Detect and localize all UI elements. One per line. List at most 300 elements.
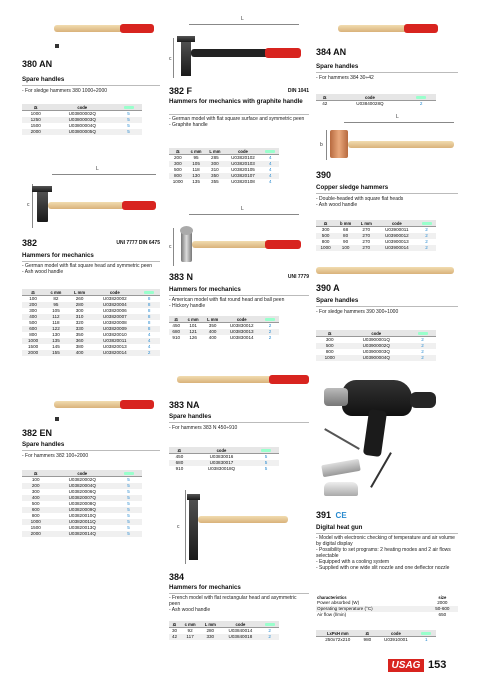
table-cell: 80 bbox=[335, 233, 356, 239]
weight-header: ⚖ bbox=[169, 621, 180, 628]
table-cell: 1000 bbox=[316, 245, 335, 251]
feature-item: - For sledge hammers 380 1000÷2000 bbox=[22, 88, 108, 94]
code-header: code bbox=[224, 148, 261, 155]
table-cell: 82 bbox=[53, 296, 59, 301]
table-cell: 100 bbox=[31, 477, 40, 482]
table-cell: 270 bbox=[356, 245, 377, 251]
standard-383n: UNI 7779 bbox=[287, 274, 309, 280]
table-cell: 5 bbox=[115, 117, 142, 123]
table-cell: 5 bbox=[264, 466, 268, 471]
dimension-l-label: L bbox=[241, 206, 244, 212]
table-cell: 1 bbox=[425, 637, 428, 642]
table-cell: 400 bbox=[203, 329, 223, 335]
table-cell: 200 bbox=[174, 155, 182, 160]
product-code-382en: 382 EN bbox=[22, 428, 53, 438]
table-cell: U03820009Q bbox=[49, 507, 115, 513]
dimension-c-label: c bbox=[169, 244, 172, 250]
table-cell: 5 bbox=[127, 501, 130, 506]
dimensions-header: LxPxH mm bbox=[316, 630, 360, 637]
table-cell: U03820006 bbox=[102, 308, 127, 313]
table-cell: U03800004Q bbox=[68, 123, 96, 128]
product-title-391: Digital heat gun bbox=[316, 524, 363, 531]
standard-382f: DIN 1041 bbox=[287, 88, 309, 94]
table-cell: 100 bbox=[29, 296, 37, 301]
wedge-icon bbox=[55, 44, 59, 48]
feature-item: - Graphite handle bbox=[169, 122, 208, 128]
table-cell: U03900014 bbox=[377, 245, 418, 251]
table-cell: 2000 bbox=[22, 129, 49, 135]
table-cell: U03820013 bbox=[102, 344, 127, 349]
feature-list-382en bbox=[22, 453, 160, 459]
feature-item: - Equipped with a cooling system bbox=[316, 559, 390, 565]
feature-list-390a bbox=[316, 309, 458, 315]
feature-item: - French model with flat rectangular head and asymmetric peen bbox=[169, 595, 297, 607]
page-number: 153 bbox=[428, 659, 447, 671]
table-cell: 400 bbox=[22, 495, 49, 501]
c-header: c mm bbox=[180, 621, 200, 628]
table-cell: 4 bbox=[269, 179, 272, 184]
weight-header: ⚖ bbox=[22, 289, 44, 296]
feature-item: - Double-headed with square flat heads bbox=[316, 196, 404, 202]
table-cell: 360 bbox=[68, 338, 92, 344]
table-cell: 135 bbox=[44, 338, 68, 344]
table-row bbox=[22, 350, 160, 356]
table-cell: 1000 bbox=[30, 111, 41, 116]
table-cell: 450 bbox=[175, 454, 184, 459]
table-cell: 310 bbox=[68, 314, 92, 320]
table-cell: 270 bbox=[362, 239, 371, 244]
table-cell: 600 bbox=[22, 507, 49, 513]
divider bbox=[316, 533, 458, 534]
table-row bbox=[169, 335, 279, 341]
table-cell: U03840014 bbox=[228, 628, 253, 633]
spare-handle-image bbox=[54, 398, 154, 412]
l-header: L mm bbox=[203, 316, 223, 323]
divider bbox=[22, 261, 160, 262]
code-header: code bbox=[375, 630, 417, 637]
product-title-382en: Spare handles bbox=[22, 441, 65, 448]
product-code-384: 384 bbox=[169, 572, 185, 582]
table-cell: 30 bbox=[171, 628, 178, 633]
table-cell: 400 bbox=[22, 314, 44, 320]
table-cell: 5 bbox=[115, 519, 142, 525]
l-header: L mm bbox=[356, 220, 377, 227]
product-title-382f: Hammers for mechanics with graphite handle bbox=[169, 98, 303, 105]
code-header: code bbox=[49, 470, 115, 477]
table-cell: 400 bbox=[208, 335, 217, 340]
table-cell: 5 bbox=[127, 477, 130, 482]
table-cell: 2 bbox=[268, 628, 271, 633]
table-cell: 800 bbox=[169, 173, 187, 179]
copper-hammer-390-image bbox=[316, 114, 458, 170]
divider bbox=[316, 72, 458, 73]
table-cell: U03820102 bbox=[231, 155, 255, 160]
table-cell: 200 bbox=[22, 483, 49, 489]
c-header: c mm bbox=[44, 289, 68, 296]
table-cell: U03820004Q bbox=[49, 483, 115, 489]
divider bbox=[22, 85, 160, 86]
weight-header: ⚖ bbox=[169, 447, 190, 454]
table-row bbox=[169, 634, 279, 640]
table-cell: 300 bbox=[325, 337, 334, 342]
table-cell: 650 bbox=[438, 612, 447, 617]
table-cell: 260 bbox=[75, 296, 84, 301]
feature-list-391 bbox=[316, 535, 458, 571]
divider bbox=[169, 114, 309, 115]
table-cell: 100 bbox=[335, 245, 356, 251]
table-cell: 4 bbox=[262, 161, 279, 167]
spare-handle-image bbox=[177, 373, 309, 387]
table-row bbox=[316, 101, 436, 108]
code-header: code bbox=[334, 94, 407, 101]
table-cell: 1000 bbox=[172, 179, 183, 184]
table-cell: 4 bbox=[269, 155, 272, 160]
table-cell: 200 bbox=[22, 302, 44, 308]
table-cell: U03820007 bbox=[91, 314, 138, 320]
table-cell: 122 bbox=[44, 326, 68, 332]
table-cell: 1250 bbox=[22, 117, 49, 123]
table-cell: Operating temperature (°C) bbox=[316, 606, 427, 612]
divider bbox=[316, 193, 458, 194]
table-cell: 90 bbox=[343, 239, 349, 244]
b-header: b mm bbox=[335, 220, 356, 227]
table-cell: 118 bbox=[52, 320, 60, 325]
table-cell: U03820009 bbox=[91, 326, 138, 332]
table-cell: 300 bbox=[169, 161, 187, 167]
table-cell: 310 bbox=[211, 167, 219, 172]
code-header: code bbox=[222, 316, 261, 323]
product-code-383n: 383 N bbox=[169, 272, 194, 282]
dimension-c-label: c bbox=[177, 524, 180, 530]
table-cell: 500 bbox=[316, 343, 343, 349]
table-cell: 280 bbox=[206, 628, 215, 633]
table-cell: 500 bbox=[316, 233, 335, 239]
feature-item: - Ash wood handle bbox=[169, 607, 211, 613]
table-row bbox=[22, 531, 142, 537]
table-row bbox=[316, 637, 436, 644]
table-cell: 105 bbox=[187, 161, 206, 167]
code-header: code bbox=[220, 621, 260, 628]
code-header: code bbox=[49, 104, 115, 111]
weight-header: ⚖ bbox=[22, 470, 49, 477]
table-cell: U03830016 bbox=[209, 454, 234, 459]
table-cell: 5 bbox=[115, 483, 142, 489]
table-row bbox=[316, 612, 458, 618]
table-382en bbox=[22, 470, 142, 537]
product-title-390: Copper sledge hammers bbox=[316, 184, 389, 191]
table-cell: 5 bbox=[264, 454, 268, 459]
code-header: code bbox=[190, 447, 253, 454]
table-cell: U03820006Q bbox=[68, 489, 96, 494]
table-cell: 95 bbox=[193, 155, 199, 160]
table-row bbox=[316, 355, 436, 361]
table-382 bbox=[22, 289, 160, 356]
table-cell: 500 bbox=[174, 167, 182, 172]
product-title-383na: Spare handles bbox=[169, 413, 212, 420]
table-cell: 5 bbox=[253, 460, 279, 466]
table-cell: 350 bbox=[208, 323, 217, 328]
table-cell: 92 bbox=[187, 628, 193, 633]
feature-item: - For hammers 383 N 450÷910 bbox=[169, 425, 238, 431]
table-cell: 5 bbox=[127, 489, 130, 494]
table-cell: 2 bbox=[425, 227, 428, 232]
feature-item: - American model with flat round head and ball peen bbox=[169, 297, 285, 303]
product-title-380an: Spare handles bbox=[22, 76, 65, 83]
table-cell: 285 bbox=[211, 155, 219, 160]
product-code-382f: 382 F bbox=[169, 86, 193, 96]
table-cell: U03820002 bbox=[102, 296, 127, 301]
feature-item: - For sledge hammers 390 300÷1000 bbox=[316, 309, 399, 315]
table-cell: U03900003Q bbox=[362, 349, 390, 354]
spare-handle-image bbox=[338, 22, 438, 36]
table-cell: 800 bbox=[31, 513, 40, 518]
table-cell: U03840018 bbox=[220, 634, 260, 640]
table-cell: 130 bbox=[52, 332, 60, 337]
table-cell: U03900001Q bbox=[362, 337, 390, 342]
table-cell: 5 bbox=[127, 111, 130, 116]
table-cell: U03820011 bbox=[91, 338, 138, 344]
feature-item: - For hammers 382 100÷2000 bbox=[22, 453, 89, 459]
weight-header: ⚖ bbox=[316, 220, 335, 227]
table-cell: U03840028Q bbox=[356, 101, 384, 106]
product-code-383na: 383 NA bbox=[169, 400, 200, 410]
table-cell: 8 bbox=[147, 308, 151, 313]
table-cell: 8 bbox=[138, 314, 160, 320]
table-cell: U03820008 bbox=[102, 320, 127, 325]
standard-382: UNI 7777 DIN 6475 bbox=[116, 240, 160, 246]
table-cell: 5 bbox=[127, 525, 130, 530]
code-header: code bbox=[377, 220, 418, 227]
table-cell: 101 bbox=[189, 323, 197, 328]
feature-item: - German model with flat square surface and symmetric peen bbox=[169, 116, 305, 122]
table-cell: 5 bbox=[115, 495, 142, 501]
table-383n bbox=[169, 316, 279, 341]
table-cell: 4 bbox=[147, 344, 151, 349]
feature-item: - Supplied with one wide slit nozzle and one deflector nozzle bbox=[316, 565, 450, 571]
hammer-383n-image bbox=[169, 206, 309, 270]
table-cell: U03820014Q bbox=[49, 531, 115, 537]
table-cell: 600 bbox=[22, 326, 44, 332]
table-cell: 130 bbox=[187, 173, 206, 179]
product-code-384an: 384 AN bbox=[316, 47, 347, 57]
feature-list-380an bbox=[22, 88, 160, 94]
table-cell: 330 bbox=[200, 634, 220, 640]
table-cell: 42 bbox=[169, 634, 180, 640]
l-header: L mm bbox=[68, 289, 92, 296]
table-cell: 145 bbox=[52, 344, 60, 349]
table-cell: 330 bbox=[68, 326, 92, 332]
table-cell: 112 bbox=[44, 314, 68, 320]
dimension-b-label: b bbox=[320, 142, 323, 148]
table-cell: 680 bbox=[169, 329, 183, 335]
table-cell: 320 bbox=[75, 320, 84, 325]
dimension-l-label: L bbox=[396, 114, 399, 120]
table-cell: U03800002Q bbox=[68, 111, 96, 116]
table-cell: 4 bbox=[269, 167, 272, 172]
table-cell: U03830018Q bbox=[207, 466, 236, 471]
table-cell: 1500 bbox=[30, 123, 41, 128]
table-cell: U03800005Q bbox=[49, 129, 115, 135]
table-row bbox=[169, 179, 279, 185]
table-cell: U03820105 bbox=[231, 167, 255, 172]
table-cell: 800 bbox=[325, 349, 334, 354]
table-cell: 4 bbox=[262, 173, 279, 179]
feature-item: - Ash wood handle bbox=[22, 269, 64, 275]
feature-list-383n bbox=[169, 297, 309, 309]
table-cell: 2 bbox=[409, 343, 436, 349]
table-cell: 2 bbox=[425, 239, 428, 244]
table-cell: U03820002Q bbox=[68, 477, 96, 482]
table-cell: 380 bbox=[75, 344, 84, 349]
table-cell: 1500 bbox=[30, 525, 41, 530]
table-cell: 1000 bbox=[316, 355, 343, 361]
product-code-390a: 390 A bbox=[316, 283, 340, 293]
table-cell: 95 bbox=[44, 302, 68, 308]
weight-header: ⚖ bbox=[169, 148, 187, 155]
feature-list-383na bbox=[169, 425, 309, 431]
table-cell: 270 bbox=[356, 233, 377, 239]
usag-logo: USAG bbox=[388, 659, 424, 672]
feature-item: - For hammers 384 30÷42 bbox=[316, 75, 374, 81]
table-390 bbox=[316, 220, 436, 251]
code-text: 391 bbox=[316, 510, 332, 520]
table-cell: U03900011 bbox=[385, 227, 409, 232]
table-cell: U03910001 bbox=[384, 637, 408, 642]
spare-handle-image bbox=[54, 22, 154, 36]
divider bbox=[22, 450, 160, 451]
table-cell: 350 bbox=[75, 332, 84, 337]
divider bbox=[169, 422, 309, 423]
table-cell: U03820004 bbox=[91, 302, 138, 308]
table-cell: 8 bbox=[147, 320, 151, 325]
table-cell: U03820013Q bbox=[68, 525, 96, 530]
heat-gun-image bbox=[316, 372, 458, 506]
table-cell: U03830013 bbox=[222, 329, 261, 335]
divider bbox=[316, 306, 458, 307]
product-code-382: 382 bbox=[22, 238, 38, 248]
table-390a bbox=[316, 330, 436, 361]
feature-list-390 bbox=[316, 196, 458, 208]
table-384 bbox=[169, 621, 279, 640]
table-cell: 5 bbox=[115, 507, 142, 513]
table-383na bbox=[169, 447, 279, 472]
weight-header: ⚖ bbox=[316, 330, 343, 337]
table-cell: U03800003Q bbox=[49, 117, 115, 123]
table-cell: 126 bbox=[189, 335, 197, 340]
table-cell: 8 bbox=[147, 296, 151, 301]
table-cell: 800 bbox=[321, 239, 330, 244]
table-cell: 5 bbox=[115, 129, 142, 135]
feature-list-382f bbox=[169, 116, 309, 128]
table-cell: 2 bbox=[409, 355, 436, 361]
code-header: code bbox=[91, 289, 138, 296]
table-384an bbox=[316, 94, 436, 107]
characteristics-header: characteristics bbox=[317, 594, 347, 600]
table-cell: 300 bbox=[29, 308, 37, 313]
table-row bbox=[169, 466, 279, 472]
table-cell: U03900013 bbox=[384, 239, 409, 244]
table-cell: 2 bbox=[138, 350, 160, 356]
code-header: code bbox=[343, 330, 409, 337]
table-cell: Air flow (l/min) bbox=[317, 612, 347, 617]
product-title-384an: Spare handles bbox=[316, 63, 359, 70]
table-cell: 5 bbox=[127, 513, 130, 518]
table-cell: 910 bbox=[172, 335, 181, 340]
hammer-382f-image bbox=[169, 16, 309, 84]
table-cell: 50-600 bbox=[427, 606, 458, 612]
table-cell: U03820007Q bbox=[49, 495, 115, 501]
table-cell: 500 bbox=[31, 501, 40, 506]
weight-header: ⚖ bbox=[360, 630, 376, 637]
table-cell: 500 bbox=[29, 320, 37, 325]
table-cell: 2000 bbox=[22, 531, 49, 537]
ce-mark: CE bbox=[335, 511, 347, 520]
table-cell: 355 bbox=[211, 179, 219, 184]
wedge-icon bbox=[55, 417, 59, 421]
table-cell: U03820103 bbox=[224, 161, 261, 167]
table-cell: U03900002Q bbox=[343, 343, 409, 349]
table-cell: 42 bbox=[322, 101, 328, 106]
table-cell: 350 bbox=[205, 173, 224, 179]
table-cell: 2 bbox=[260, 634, 279, 640]
product-code-390: 390 bbox=[316, 170, 332, 180]
table-cell: U03820010 bbox=[102, 332, 127, 337]
table-cell: U03820011Q bbox=[49, 519, 115, 525]
table-cell: 2 bbox=[419, 101, 423, 106]
table-cell: 118 bbox=[192, 167, 200, 172]
table-cell: 135 bbox=[192, 179, 200, 184]
feature-item: - German model with flat square head and symmetric peen bbox=[22, 263, 153, 269]
table-cell: U03820008Q bbox=[68, 501, 96, 506]
table-cell: 300 bbox=[205, 161, 224, 167]
feature-list-384an bbox=[316, 75, 458, 81]
table-cell: 250x72x210 bbox=[325, 637, 351, 642]
weight-header: ⚖ bbox=[169, 316, 183, 323]
table-cell: 980 bbox=[363, 637, 372, 642]
weight-header: ⚖ bbox=[316, 94, 334, 101]
table-cell: 1000 bbox=[22, 519, 49, 525]
table-cell: U03830017 bbox=[190, 460, 253, 466]
table-cell: 400 bbox=[68, 350, 92, 356]
table-cell: 450 bbox=[172, 323, 181, 328]
table-cell: U03820108 bbox=[231, 179, 255, 184]
dimension-c-label: c bbox=[27, 202, 30, 208]
table-cell: 117 bbox=[180, 634, 200, 640]
table-cell: 5 bbox=[127, 123, 130, 128]
table-cell: 2 bbox=[261, 329, 279, 335]
table-cell: 2000 bbox=[437, 600, 448, 605]
table-cell: 2000 bbox=[22, 350, 44, 356]
table-cell: 8 bbox=[138, 302, 160, 308]
product-title-383n: Hammers for mechanics bbox=[169, 286, 241, 293]
dimension-l-label: L bbox=[241, 16, 244, 22]
table-cell: U03820010Q bbox=[68, 513, 96, 518]
product-title-390a: Spare handles bbox=[316, 297, 359, 304]
table-cell: 2 bbox=[268, 335, 272, 340]
table-cell: 5 bbox=[115, 531, 142, 537]
table-cell: 1000 bbox=[22, 338, 44, 344]
table-cell: 270 bbox=[362, 227, 371, 232]
table-cell: U03830014 bbox=[229, 335, 254, 340]
dimension-c-label: c bbox=[169, 56, 172, 62]
l-header: L mm bbox=[205, 148, 224, 155]
feature-item: - Hickory handle bbox=[169, 303, 206, 309]
table-cell: 2 bbox=[417, 233, 436, 239]
table-cell: 2 bbox=[417, 245, 436, 251]
product-code-391 bbox=[316, 510, 347, 520]
characteristics-table-391 bbox=[316, 594, 458, 618]
table-cell: 105 bbox=[52, 308, 60, 313]
